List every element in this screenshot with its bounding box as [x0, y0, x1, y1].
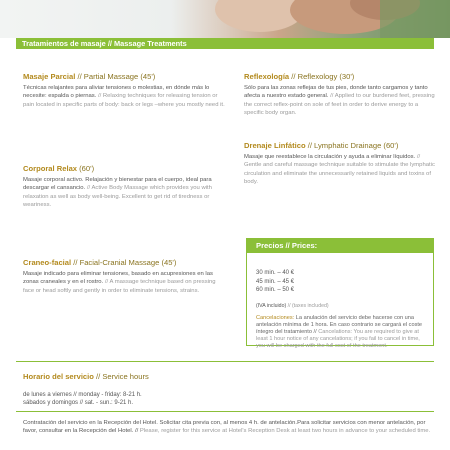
price-item: 45 min. – 45 €	[256, 278, 295, 285]
hero-photo-foliage	[380, 0, 450, 38]
divider	[16, 411, 434, 412]
facial-cranial-title: Craneo-facial // Facial-Cranial Massage (45')	[23, 258, 177, 267]
hours-weekend: sábados y domingos // sat. - sun.: 9-21 h.	[23, 400, 134, 407]
partial-massage-section	[23, 72, 228, 109]
lymphatic-drainage-title: Drenaje Linfático // Lymphatic Drainage (60')	[244, 141, 399, 150]
lymphatic-drainage-section	[244, 141, 436, 187]
partial-massage-title: Masaje Parcial // Partial Massage (45')	[23, 72, 156, 81]
divider	[16, 361, 434, 362]
reflexology-desc: Sólo para las zonas reflejas de tus pies, donde tanto cargamos y tanto afecta a nuestro estado general. // Applied to our burdened feet, pressing the correct reflex-point on sole of feet in order to derive energy to a specific body organ.	[244, 85, 435, 117]
service-hours-title: Horario del servicio // Service hours	[23, 372, 149, 381]
reflexology-title: Reflexología // Reflexology (30')	[244, 72, 355, 81]
prices-title: Precios // Prices:	[247, 239, 433, 253]
facial-cranial-section	[23, 258, 228, 295]
corporal-relax-desc: Masaje corporal activo. Relajación y bienestar para el cuerpo, ideal para descargar el cansancio. // Active Body Massage which provides you with relaxation as well as body well-being. Excellent to get rid of tiredness or weariness.	[23, 177, 212, 209]
corporal-relax-section	[23, 164, 228, 210]
vat-note: (IVA incluido) // (taxes included)	[256, 302, 329, 309]
hero-photo	[0, 0, 450, 38]
price-item: 60 min. – 50 €	[256, 287, 295, 293]
corporal-relax-title: Corporal Relax (60')	[23, 164, 95, 173]
price-item: 30 min. – 40 €	[256, 270, 295, 276]
hours-weekdays: de lunes a viernes // monday - friday: 8-21 h.	[23, 392, 142, 398]
section-banner: Tratamientos de masaje // Massage Treatments	[16, 38, 434, 49]
partial-massage-desc: Técnicas relajantes para aliviar tensiones o molestias, en dónde más lo necesite: espalda o piernas. // Relaxing techniques for releasing tension or pain located in specific parts of body: back or legs –where you mostly need it.	[23, 85, 225, 108]
service-hours-list	[23, 391, 423, 407]
facial-cranial-desc: Masaje indicado para eliminar tensiones, basado en acupresiones en las zonas craneales y en el rostro. // A massage technique based on pressing face or head softly and gently in order to eliminate tensions, strains.	[23, 271, 216, 294]
cancellation-policy: Cancelaciones: La anulación del servicio debe hacerse con una antelación mínima de 1 hora. En caso contrario se cargará el coste íntegro del tratamiento // Cancelations: You are required to give at least 1 hour notice of any cancelations; if you fail to cancel in time, you will be charged with the full cost of the treatment.	[256, 315, 423, 349]
prices-box	[246, 238, 434, 349]
price-list	[247, 253, 433, 310]
service-hours-section	[23, 372, 423, 407]
booking-note: Contratación del servicio en la Recepción del Hotel. Solicitar cita previa con, al menos 4 h. de antelación.Para solicitar servicios con menor antelación, por favor, consultar en la Recepción del Hotel. // Please, register for this service at Hotel's Reception Desk at least two hours in advance to your scheduled time.	[23, 420, 431, 435]
reflexology-section	[244, 72, 436, 118]
lymphatic-drainage-desc: Masaje que reestablece la circulación y ayuda a eliminar líquidos. // Gentle and careful massage technique suitable to stimulate the lymphatic circulation and eliminate the unnecessarily retained liquids and toxins of body.	[244, 154, 435, 186]
